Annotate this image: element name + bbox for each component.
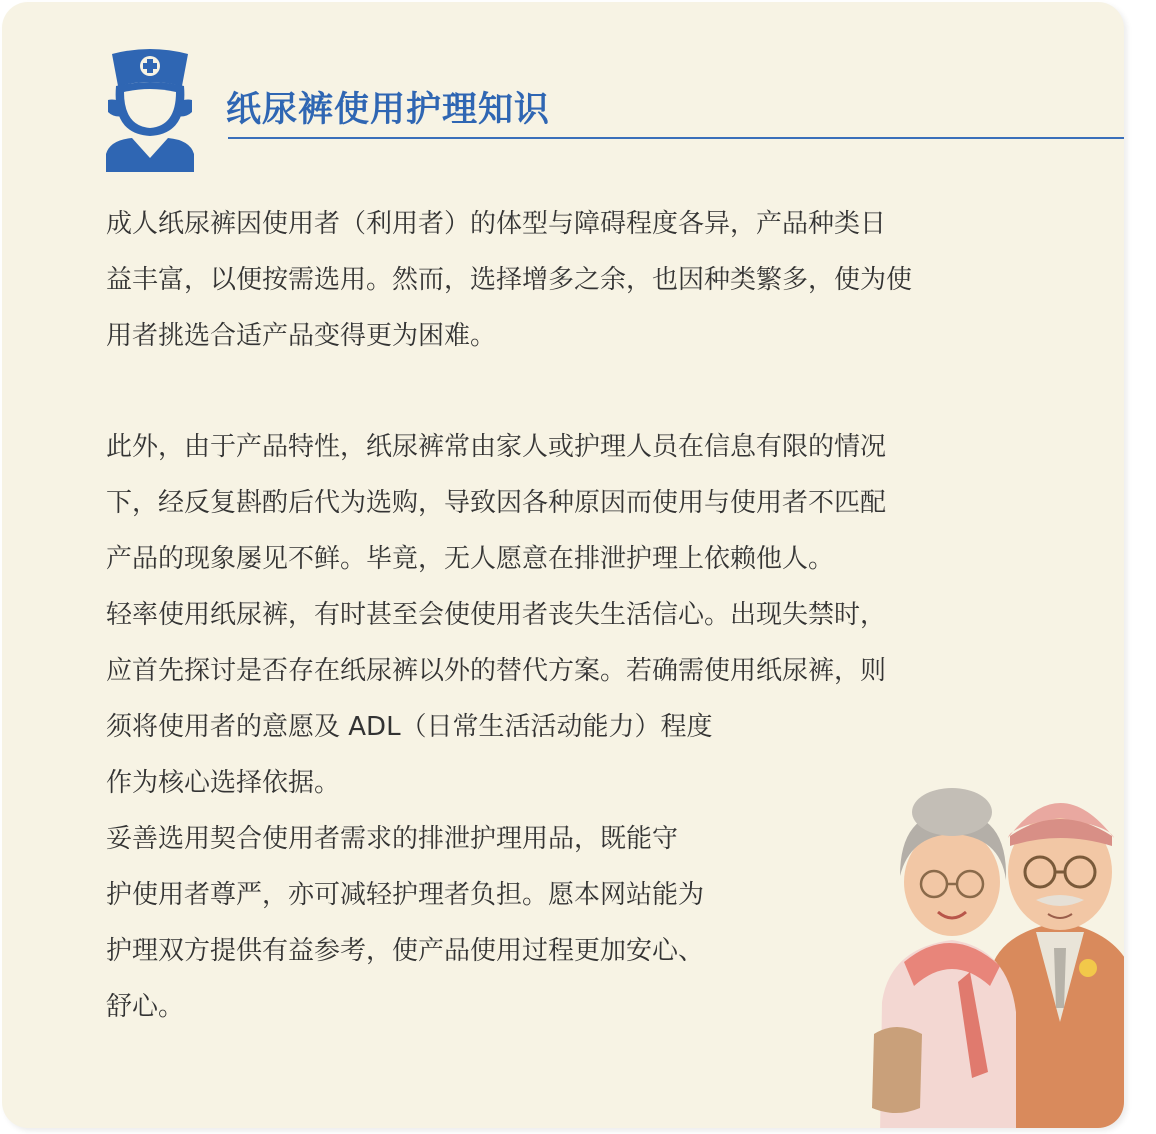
text-line: 须将使用者的意愿及 ADL（日常生活活动能力）程度 bbox=[106, 712, 713, 742]
content-card bbox=[2, 2, 1124, 1128]
text-line: 下，经反复斟酌后代为选购，导致因各种原因而使用与使用者不匹配 bbox=[106, 488, 887, 518]
elderly-couple-illustration bbox=[860, 772, 1124, 1128]
paragraph-spacer bbox=[106, 364, 1046, 419]
text-line: 成人纸尿裤因使用者（利用者）的体型与障碍程度各异，产品种类日 bbox=[106, 209, 887, 239]
text-line: 舒心。 bbox=[106, 992, 185, 1022]
text-line: 用者挑选合适产品变得更为困难。 bbox=[106, 321, 497, 351]
text-line: 妥善选用契合使用者需求的排泄护理用品，既能守 bbox=[106, 824, 679, 854]
text-line: 产品的现象屡见不鲜。毕竟，无人愿意在排泄护理上依赖他人。 bbox=[106, 544, 835, 574]
text-line: 此外，由于产品特性，纸尿裤常由家人或护理人员在信息有限的情况 bbox=[106, 432, 887, 462]
page-title: 纸尿裤使用护理知识 bbox=[226, 90, 551, 130]
text-line: 护理双方提供有益参考，使产品使用过程更加安心、 bbox=[106, 936, 705, 966]
text-line: 护使用者尊严，亦可减轻护理者负担。愿本网站能为 bbox=[106, 880, 705, 910]
paragraph bbox=[106, 196, 1046, 364]
nurse-icon bbox=[102, 46, 198, 172]
text-line: 益丰富，以便按需选用。然而，选择增多之余，也因种类繁多，使为使 bbox=[106, 265, 913, 295]
text-line: 轻率使用纸尿裤，有时甚至会使使用者丧失生活信心。出现失禁时， bbox=[106, 600, 887, 630]
title-divider bbox=[228, 137, 1124, 139]
elderly-woman-figure bbox=[872, 788, 1016, 1128]
text-line: 应首先探讨是否存在纸尿裤以外的替代方案。若确需使用纸尿裤，则 bbox=[106, 656, 887, 686]
text-line: 作为核心选择依据。 bbox=[106, 768, 341, 798]
